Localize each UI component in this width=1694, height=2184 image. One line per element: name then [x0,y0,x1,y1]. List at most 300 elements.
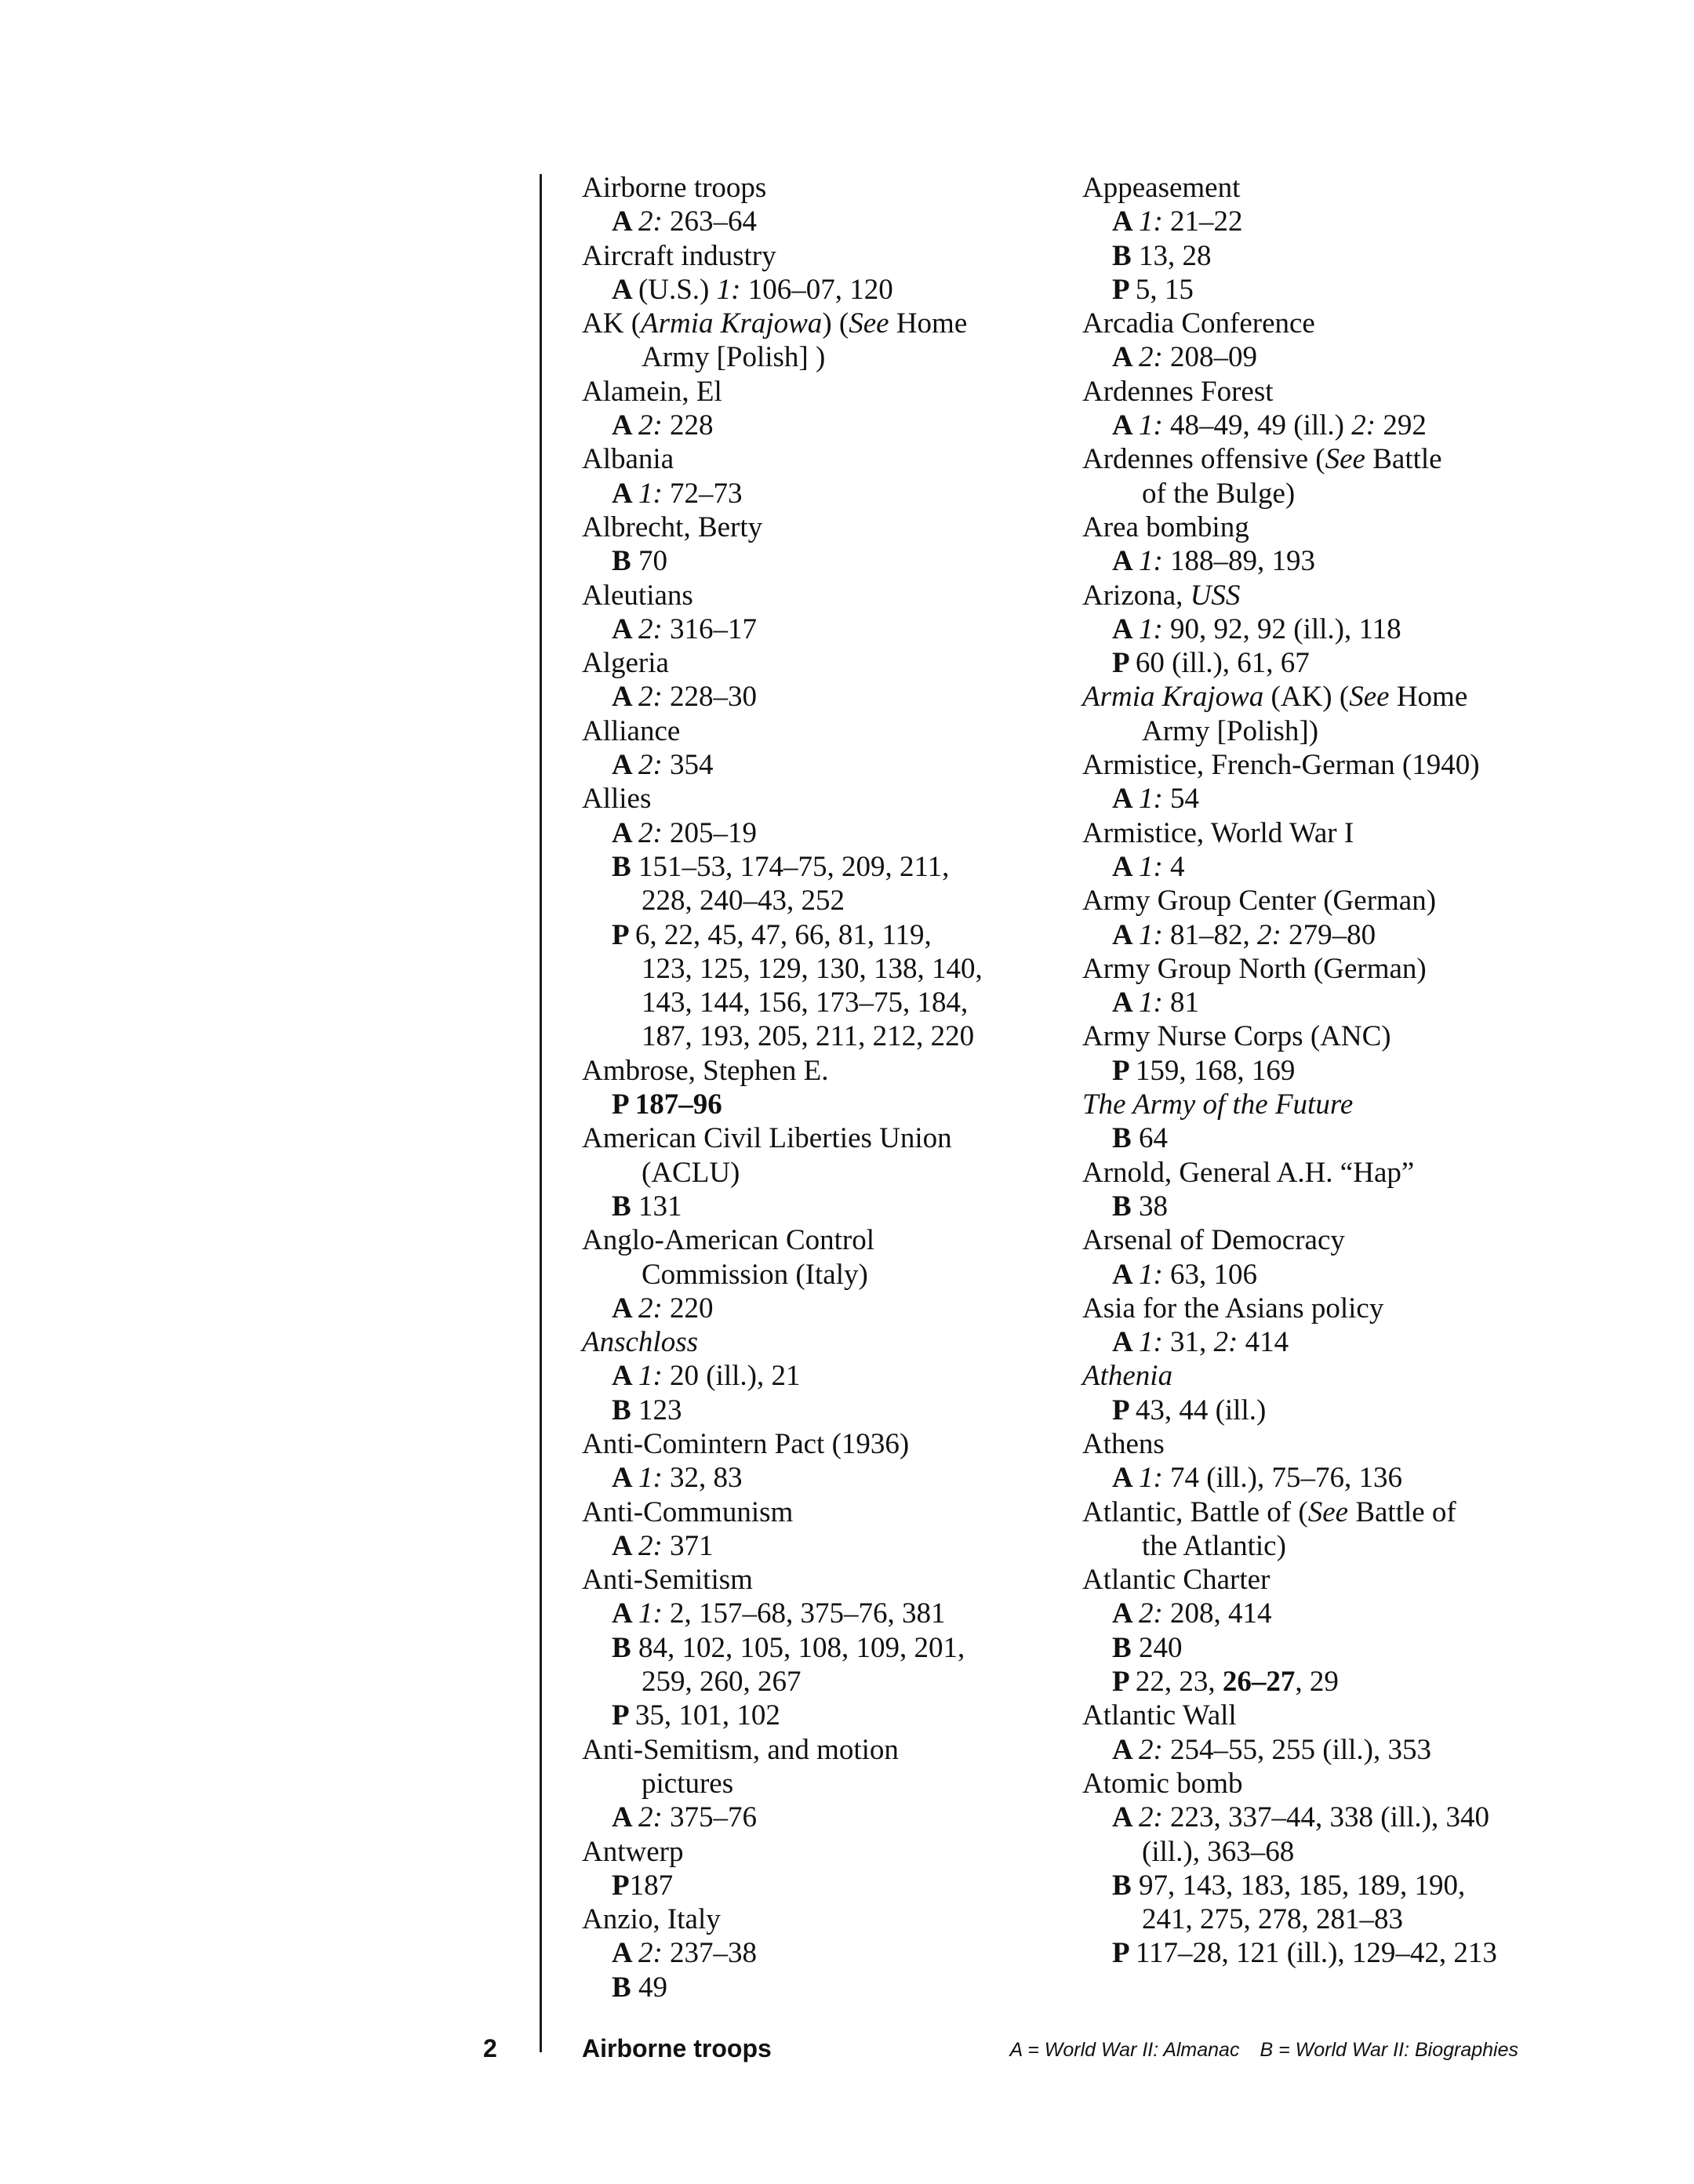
index-text-run: A [612,1292,638,1325]
index-text-run: 2: [1138,1597,1163,1630]
index-text-run: Atomic bomb [1082,1767,1243,1800]
index-text-run: A [612,273,638,306]
index-text-run: Anschloss [582,1326,698,1359]
index-entry-heading [1082,1699,1584,1732]
index-text-run: Anti-Semitism [582,1564,753,1597]
index-entry-reference [1082,273,1584,307]
index-text-run: Algeria [582,647,669,680]
index-text-run: 237–38 [662,1937,758,1970]
index-text-run: 292 [1376,409,1427,442]
index-entry-heading [1082,952,1584,986]
index-entry-reference [582,1461,1084,1495]
index-entry-reference [582,1936,1084,1970]
index-entry-reference [582,1631,1084,1665]
index-text-run: 81–82, [1162,918,1258,951]
index-text-run: Home [1389,681,1468,714]
index-text-run: 263–64 [662,205,758,238]
index-text-run: Ambrose, Stephen E. [582,1054,829,1087]
index-text-run: 1: [638,1360,663,1393]
index-text-run: 354 [662,749,714,782]
index-text-run: B [1112,239,1139,272]
index-text-run: ) ( [822,307,849,340]
index-entry-heading [582,307,1084,340]
index-text-run: 49 [638,1971,667,2004]
index-text-run: 159, 168, 169 [1135,1054,1296,1087]
column-rule [540,174,542,2052]
index-text-run: 117–28, 121 (ill.), 129–42, 213 [1135,1937,1497,1970]
index-entry-continuation [582,1019,1084,1053]
index-entry-reference [1082,1801,1584,1834]
index-text-run: A [1112,1462,1139,1495]
index-entry-reference [582,1529,1084,1563]
index-entry-reference [1082,1054,1584,1088]
index-entry-continuation [582,1767,1084,1801]
index-text-run: P [1112,1666,1136,1699]
index-text-run: 20 (ill.), 21 [662,1360,801,1393]
index-entry-reference [582,1088,1084,1121]
index-entry-reference [582,1190,1084,1223]
index-text-run: 1: [638,1462,663,1495]
index-entry-heading [1082,680,1584,714]
index-text-run: A [1112,612,1139,645]
index-entry-continuation [582,986,1084,1019]
index-text-run: 22, 23, [1135,1666,1223,1699]
index-entry-continuation [1082,1835,1584,1869]
index-text-run: B [612,1971,638,2004]
index-text-run: Area bombing [1082,511,1249,543]
index-entry-continuation [1082,1902,1584,1936]
index-text-run: Arsenal of Democracy [1082,1224,1345,1257]
index-column-right [1082,171,1584,1971]
index-entry-heading [582,442,1084,476]
index-text-run: American Civil Liberties Union [582,1122,952,1155]
index-text-run: B [612,1631,638,1664]
index-text-run: P [1112,1054,1136,1087]
index-text-run: P [1112,273,1136,306]
index-text-run: A [1112,783,1139,816]
index-entry-continuation [1082,1529,1584,1563]
index-text-run: 2: [638,409,663,442]
index-text-run: P [612,1699,635,1732]
index-text-run: A [612,477,638,510]
index-entry-reference [1082,1258,1584,1292]
index-text-run: P [1112,647,1136,680]
index-entry-heading [1082,375,1584,409]
index-text-run: of the Bulge) [1142,477,1296,510]
index-entry-reference [1082,1665,1584,1699]
index-text-run: 187, 193, 205, 211, 212, 220 [642,1020,975,1053]
index-entry-reference [1082,205,1584,238]
index-text-run: A [1112,1801,1139,1834]
index-text-run: 123, 125, 129, 130, 138, 140, [642,952,983,985]
index-text-run: A [612,205,638,238]
index-text-run: 228 [662,409,714,442]
index-entry-heading [582,714,1084,748]
index-entry-reference [582,612,1084,646]
index-text-run: P [612,918,635,951]
index-text-run: 2: [638,749,663,782]
index-text-run: B [612,1190,638,1223]
index-text-run: A [612,1597,638,1630]
index-entry-reference [1082,646,1584,680]
index-text-run: 2: [1138,341,1163,374]
index-entry-reference [1082,1597,1584,1630]
index-text-run: Battle of [1348,1495,1456,1528]
index-entry-heading [1082,171,1584,205]
index-text-run: 240 [1138,1631,1183,1664]
index-text-run: 2: [638,1801,663,1834]
index-text-run: 35, 101, 102 [634,1699,780,1732]
index-text-run: Aleutians [582,579,693,612]
index-text-run: 2: [638,816,663,849]
index-entry-heading [582,646,1084,680]
index-text-run: 6, 22, 45, 47, 66, 81, 119, [634,918,932,951]
index-text-run: 2: [638,1529,663,1562]
index-entry-heading [582,1427,1084,1461]
index-text-run: 2: [638,612,663,645]
index-entry-reference [582,273,1084,307]
index-text-run: USS [1190,579,1241,612]
index-text-run: Anti-Comintern Pact (1936) [582,1427,910,1460]
index-text-run: Anglo-American Control [582,1224,874,1257]
index-entry-reference [1082,1631,1584,1665]
index-text-run: Army Group Center (German) [1082,885,1437,918]
index-text-run: 2, 157–68, 375–76, 381 [662,1597,946,1630]
index-entry-reference [1082,1733,1584,1767]
index-text-run: 5, 15 [1135,273,1194,306]
index-text-run: 254–55, 255 (ill.), 353 [1162,1733,1431,1766]
index-text-run: 84, 102, 105, 108, 109, 201, [638,1631,965,1664]
index-entry-heading [582,171,1084,205]
index-text-run: P [612,1869,630,1902]
index-text-run: 32, 83 [662,1462,743,1495]
index-text-run: A [1112,409,1139,442]
index-text-run: B [1112,1869,1139,1902]
index-text-run: 54 [1162,783,1200,816]
index-entry-reference [582,1597,1084,1630]
index-text-run: 220 [662,1292,714,1325]
index-entry-heading [582,1054,1084,1088]
index-entry-reference [582,1394,1084,1427]
index-text-run: A [1112,1733,1139,1766]
index-text-run: A [1112,205,1139,238]
index-entry-heading [582,782,1084,816]
index-text-run: 90, 92, 92 (ill.), 118 [1162,612,1401,645]
index-text-run: 208–09 [1162,341,1258,374]
index-text-run: Arizona, [1082,579,1191,612]
index-text-run: A [1112,1597,1139,1630]
index-entry-reference [582,1971,1084,2004]
index-text-run: A [1112,1258,1139,1291]
index-text-run: 143, 144, 156, 173–75, 184, [642,987,969,1019]
index-text-run: Armia Krajowa [641,307,823,340]
index-entry-heading [1082,1019,1584,1053]
index-entry-heading [1082,511,1584,544]
index-text-run: Home [889,307,968,340]
index-entry-continuation [582,1258,1084,1292]
index-text-run: Albrecht, Berty [582,511,763,543]
index-text-run: Appeasement [1082,172,1241,204]
index-entry-heading [1082,1767,1584,1801]
source-key-b: B = World War II: Biographies [1260,2039,1518,2061]
index-entry-heading [1082,1563,1584,1597]
index-entry-heading [582,579,1084,612]
index-entry-heading [1082,1292,1584,1325]
index-text-run: A [612,749,638,782]
index-entry-reference [1082,612,1584,646]
source-key-a: A = World War II: Almanac [1009,2039,1240,2061]
index-entry-continuation [1082,477,1584,511]
index-text-run: 1: [716,273,741,306]
index-text-run: 64 [1138,1122,1168,1155]
index-text-run: 2: [638,681,663,714]
index-text-run: Ardennes Forest [1082,375,1274,408]
index-text-run: 38 [1138,1190,1168,1223]
index-text-run: 13, 28 [1138,239,1212,272]
index-text-run: , 29 [1295,1666,1339,1699]
index-text-run: 1: [1138,1326,1163,1359]
index-text-run: A [1112,850,1139,883]
index-text-run: (AK) ( [1263,681,1350,714]
index-entry-reference [1082,850,1584,884]
index-text-run: 228, 240–43, 252 [642,885,845,918]
index-text-run: B [1112,1122,1139,1155]
index-text-run: B [1112,1631,1139,1664]
index-text-run: 26–27 [1222,1666,1296,1699]
index-entry-reference [1082,782,1584,816]
index-text-run: Arnold, General A.H. “Hap” [1082,1156,1415,1189]
index-text-run: A [1112,545,1139,578]
index-text-run: Anti-Semitism, and motion [582,1733,899,1766]
index-text-run: Ardennes offensive ( [1082,443,1325,476]
index-text-run: pictures [642,1767,734,1800]
index-entry-heading [582,1563,1084,1597]
index-text-run: the Atlantic) [1142,1529,1286,1562]
index-text-run: Aircraft industry [582,239,776,272]
index-entry-reference [582,816,1084,850]
index-entry-reference [1082,1461,1584,1495]
index-text-run: Asia for the Asians policy [1082,1292,1384,1325]
index-text-run: A [612,409,638,442]
index-text-run: Armistice, World War I [1082,816,1354,849]
index-entry-heading [1082,1495,1584,1529]
index-text-run: 279–80 [1281,918,1376,951]
running-head: Airborne troops [582,2034,772,2062]
index-entry-reference [582,1292,1084,1325]
index-entry-heading [582,1223,1084,1257]
index-text-run: 106–07, 120 [740,273,893,306]
index-entry-reference [582,477,1084,511]
index-text-run: 81 [1162,987,1200,1019]
index-text-run: See [849,307,889,340]
index-entry-reference [1082,986,1584,1019]
index-text-run: 1: [1138,783,1163,816]
index-text-run: Athenia [1082,1360,1173,1393]
index-entry-reference [1082,1936,1584,1970]
index-text-run: 72–73 [662,477,743,510]
index-text-run: Alamein, El [582,375,722,408]
index-entry-reference [582,680,1084,714]
index-text-run: 2: [638,1292,663,1325]
index-text-run: 259, 260, 267 [642,1666,802,1699]
index-text-run: 414 [1238,1326,1289,1359]
index-text-run: A [612,1529,638,1562]
index-text-run: 31, [1162,1326,1214,1359]
index-entry-reference [1082,409,1584,442]
index-text-run: P [1112,1937,1136,1970]
index-entry-reference [582,544,1084,578]
index-entry-heading [1082,307,1584,340]
index-text-run: See [1349,681,1390,714]
index-text-run: The Army of the Future [1082,1088,1354,1121]
index-text-run: Anzio, Italy [582,1903,721,1936]
index-entry-reference [582,1801,1084,1834]
index-entry-reference [1082,918,1584,952]
index-text-run: 1: [1138,850,1163,883]
index-entry-heading [1082,816,1584,850]
index-text-run: 63, 106 [1162,1258,1258,1291]
index-text-run: Arcadia Conference [1082,307,1315,340]
index-text-run: 1: [638,1597,663,1630]
index-text-run: 4 [1162,850,1185,883]
index-text-run: B [1112,1190,1139,1223]
index-text-run: Allies [582,783,652,816]
index-text-run: Anti-Communism [582,1495,794,1528]
index-text-run: A [612,1801,638,1834]
index-entry-continuation [582,952,1084,986]
index-text-run: 205–19 [662,816,758,849]
index-text-run: Battle [1365,443,1442,476]
index-text-run: 2: [1213,1326,1238,1359]
index-entry-reference [1082,340,1584,374]
index-entry-heading [1082,748,1584,782]
index-entry-reference [582,1869,1084,1902]
index-entry-continuation [582,340,1084,374]
index-entry-reference [1082,544,1584,578]
index-entry-reference [582,918,1084,952]
index-text-run: 60 (ill.), 61, 67 [1135,647,1310,680]
index-text-run: (U.S.) [638,273,717,306]
index-text-run: 228–30 [662,681,758,714]
page-number: 2 [483,2034,497,2062]
index-text-run: 1: [1138,545,1163,578]
index-entry-reference [582,205,1084,238]
index-text-run: Army Nurse Corps (ANC) [1082,1020,1391,1053]
index-text-run: A [612,816,638,849]
index-text-run: 316–17 [662,612,758,645]
index-entry-continuation [582,1156,1084,1190]
index-entry-reference [582,748,1084,782]
index-text-run: 1: [1138,409,1163,442]
index-text-run: (ACLU) [642,1156,740,1189]
index-text-run: A [1112,1326,1139,1359]
index-entry-reference [582,1699,1084,1732]
index-text-run: 2: [1138,1801,1163,1834]
index-entry-heading [582,1121,1084,1155]
index-text-run: Athens [1082,1427,1165,1460]
index-text-run: 70 [638,545,667,578]
index-entry-reference [1082,1325,1584,1359]
index-text-run: 21–22 [1162,205,1243,238]
index-text-run: 2: [638,205,663,238]
index-entry-heading [1082,579,1584,612]
index-text-run: 2: [1351,409,1376,442]
index-text-run: A [612,612,638,645]
index-entry-heading [1082,1156,1584,1190]
index-text-run: A [612,1462,638,1495]
source-key [1010,2039,1518,2062]
index-text-run: 2: [1257,918,1281,951]
index-text-run: 2: [1138,1733,1163,1766]
index-entry-heading [1082,1088,1584,1121]
index-text-run: P 187–96 [612,1088,722,1121]
index-entry-heading [582,511,1084,544]
index-text-run: 187 [629,1869,674,1902]
index-text-run: Atlantic Charter [1082,1564,1270,1597]
index-entry-heading [1082,1223,1584,1257]
index-text-run: 375–76 [662,1801,758,1834]
index-text-run: 151–53, 174–75, 209, 211, [638,850,950,883]
index-entry-heading [582,1733,1084,1767]
index-text-run: B [612,545,638,578]
index-text-run: 2: [638,1937,663,1970]
index-text-run: AK ( [582,307,642,340]
index-column-left [582,171,1084,2004]
index-text-run: Albania [582,443,674,476]
index-text-run: A [1112,341,1139,374]
index-entry-heading [582,239,1084,273]
index-text-run: 1: [1138,612,1163,645]
index-text-run: Army Group North (German) [1082,952,1427,985]
index-text-run: Alliance [582,714,681,747]
index-entry-heading [1082,442,1584,476]
index-entry-continuation [1082,714,1584,748]
index-entry-reference [582,409,1084,442]
index-text-run: 208, 414 [1162,1597,1272,1630]
index-text-run: 43, 44 (ill.) [1135,1394,1267,1426]
index-text-run: A [612,1360,638,1393]
index-text-run: B [612,1394,638,1426]
index-entry-reference [1082,1869,1584,1902]
index-text-run: Armistice, French-German (1940) [1082,749,1480,782]
index-text-run: See [1325,443,1365,476]
index-text-run: Airborne troops [582,172,767,204]
index-entry-heading [582,1835,1084,1869]
index-entry-continuation [582,884,1084,918]
index-text-run: Antwerp [582,1835,684,1868]
index-text-run: A [612,681,638,714]
index-text-run: A [612,1937,638,1970]
index-entry-heading [1082,1359,1584,1393]
index-text-run: 1: [1138,205,1163,238]
index-entry-heading [1082,1427,1584,1461]
index-text-run: Armia Krajowa [1082,681,1264,714]
index-text-run: 123 [638,1394,682,1426]
index-text-run: 97, 143, 183, 185, 189, 190, [1138,1869,1466,1902]
index-text-run: 1: [1138,1258,1163,1291]
index-text-run: Army [Polish]) [1142,714,1319,747]
index-text-run: Atlantic Wall [1082,1699,1237,1732]
index-entry-heading [582,1902,1084,1936]
index-text-run: See [1307,1495,1349,1528]
index-text-run: 371 [662,1529,714,1562]
index-entry-heading [582,1325,1084,1359]
index-text-run: 1: [1138,918,1163,951]
index-text-run: A [1112,918,1139,951]
index-text-run: P [1112,1394,1136,1426]
index-entry-reference [582,850,1084,884]
index-text-run: (ill.), 363–68 [1142,1835,1295,1868]
